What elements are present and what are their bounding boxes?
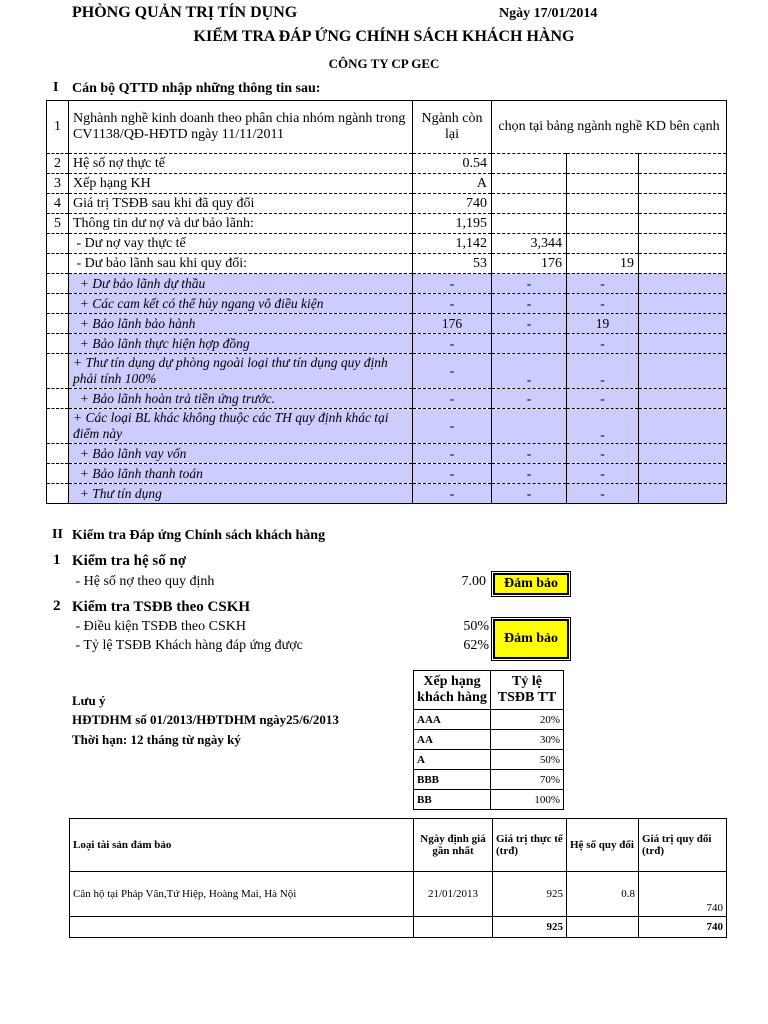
ratio-cell: 100% bbox=[491, 790, 564, 810]
collateral-table bbox=[69, 818, 727, 938]
ratio-header-line-2: TSĐB TT bbox=[497, 690, 557, 705]
row-number bbox=[47, 294, 69, 314]
total-converted-value: 740 bbox=[639, 917, 727, 938]
empty-cell bbox=[639, 314, 727, 334]
asset-name: Căn hộ tại Pháp Vân,Tứ Hiệp, Hoàng Mai, Hà Nội bbox=[70, 872, 414, 917]
row-label: + Bảo lãnh thanh toán bbox=[69, 464, 413, 484]
check-2-title: Kiểm tra TSĐB theo CSKH bbox=[72, 599, 251, 615]
value-cell[interactable]: 53 bbox=[413, 254, 492, 274]
valuation-date: 21/01/2013 bbox=[414, 872, 493, 917]
table-row bbox=[47, 274, 727, 294]
empty-cell bbox=[639, 274, 727, 294]
table-row bbox=[47, 234, 727, 254]
industry-value[interactable]: Ngành còn lại bbox=[413, 101, 492, 154]
table-row bbox=[47, 354, 727, 389]
value-cell[interactable]: - bbox=[567, 354, 639, 389]
ratio-cell: 30% bbox=[491, 730, 564, 750]
input-info-table bbox=[46, 100, 727, 504]
table-row bbox=[47, 154, 727, 174]
row-label: - Dư nợ vay thực tế bbox=[69, 234, 413, 254]
value-cell[interactable]: - bbox=[567, 484, 639, 504]
table-row bbox=[47, 334, 727, 354]
empty-cell bbox=[639, 174, 727, 194]
actual-value: 925 bbox=[493, 872, 567, 917]
row-number bbox=[47, 274, 69, 294]
check-1-number: 1 bbox=[53, 552, 61, 568]
value-cell[interactable] bbox=[567, 174, 639, 194]
value-cell[interactable]: - bbox=[413, 484, 492, 504]
debt-ratio-value: 7.00 bbox=[461, 574, 486, 589]
ratio-cell: 20% bbox=[491, 710, 564, 730]
converted-value-header: Giá trị quy đổi (trđ) bbox=[639, 819, 727, 872]
ratio-header bbox=[491, 671, 564, 710]
row-number bbox=[47, 334, 69, 354]
rating-cell: BB bbox=[414, 790, 491, 810]
table-row bbox=[47, 409, 727, 444]
row-label: Hệ số nợ thực tế bbox=[69, 154, 413, 174]
row-label: - Dư bảo lãnh sau khi quy đổi: bbox=[69, 254, 413, 274]
value-cell[interactable]: - bbox=[492, 294, 567, 314]
value-cell[interactable]: A bbox=[413, 174, 492, 194]
converted-value: 740 bbox=[639, 872, 727, 917]
value-cell[interactable]: 740 bbox=[413, 194, 492, 214]
empty-cell bbox=[639, 154, 727, 174]
value-cell[interactable]: - bbox=[492, 389, 567, 409]
value-cell[interactable]: - bbox=[567, 389, 639, 409]
row-number bbox=[47, 484, 69, 504]
value-cell[interactable] bbox=[492, 174, 567, 194]
value-cell[interactable]: - bbox=[492, 444, 567, 464]
table-row bbox=[414, 730, 564, 750]
ratio-header-line-1: Tỷ lệ bbox=[512, 674, 542, 689]
note-title: Lưu ý bbox=[72, 693, 106, 708]
empty-cell bbox=[639, 334, 727, 354]
value-cell[interactable]: - bbox=[567, 444, 639, 464]
table-row bbox=[47, 294, 727, 314]
row-label: + Các cam kết có thể hủy ngang vô điều kiện bbox=[69, 294, 413, 314]
value-cell[interactable]: - bbox=[567, 294, 639, 314]
empty-cell bbox=[70, 917, 414, 938]
rating-header-line-2: khách hàng bbox=[417, 690, 487, 705]
ratio-cell: 50% bbox=[491, 750, 564, 770]
value-cell[interactable] bbox=[567, 194, 639, 214]
collateral-ratio-value: 62% bbox=[463, 638, 489, 653]
value-cell[interactable]: 1,142 bbox=[413, 234, 492, 254]
value-cell[interactable]: - bbox=[413, 274, 492, 294]
debt-ratio-label: - Hệ số nợ theo quy định bbox=[72, 574, 215, 589]
row-number: 5 bbox=[47, 214, 69, 234]
empty-cell bbox=[639, 354, 727, 389]
value-cell[interactable]: 176 bbox=[413, 314, 492, 334]
table-row bbox=[70, 819, 727, 872]
collateral-condition-label: - Điều kiện TSĐB theo CSKH bbox=[72, 619, 246, 634]
row-number: 2 bbox=[47, 154, 69, 174]
table-row bbox=[70, 872, 727, 917]
table-row bbox=[47, 174, 727, 194]
collateral-condition-value: 50% bbox=[463, 619, 489, 634]
value-cell[interactable]: - bbox=[567, 409, 639, 444]
section-1-number: I bbox=[53, 80, 59, 95]
row-number bbox=[47, 389, 69, 409]
table-row bbox=[414, 790, 564, 810]
value-cell[interactable]: - bbox=[492, 464, 567, 484]
check-2-number: 2 bbox=[53, 598, 61, 614]
rating-header bbox=[414, 671, 491, 710]
note-contract: HĐTDHM số 01/2013/HĐTDHM ngày25/6/2013 bbox=[72, 712, 339, 727]
report-date: Ngày 17/01/2014 bbox=[499, 6, 598, 21]
section-2-number: II bbox=[52, 527, 63, 542]
value-cell[interactable] bbox=[567, 154, 639, 174]
table-row bbox=[47, 464, 727, 484]
check-1-title: Kiểm tra hệ số nợ bbox=[72, 553, 187, 569]
row-number: 3 bbox=[47, 174, 69, 194]
conversion-factor-header: Hệ số quy đổi bbox=[567, 819, 639, 872]
industry-hint: chọn tại bảng ngành nghề KD bên cạnh bbox=[492, 101, 727, 154]
table-row bbox=[414, 750, 564, 770]
status-badge: Đảm bảo bbox=[493, 573, 569, 595]
table-row bbox=[47, 214, 727, 234]
value-cell[interactable]: - bbox=[413, 444, 492, 464]
company-name: CÔNG TY CP GEC bbox=[328, 56, 440, 71]
value-cell[interactable]: - bbox=[492, 484, 567, 504]
row-number: 1 bbox=[47, 101, 69, 154]
value-cell[interactable]: - bbox=[413, 354, 492, 389]
value-cell[interactable]: - bbox=[413, 409, 492, 444]
row-label: Xếp hạng KH bbox=[69, 174, 413, 194]
value-cell[interactable]: 1,195 bbox=[413, 214, 492, 234]
empty-cell bbox=[639, 409, 727, 444]
value-cell[interactable]: - bbox=[413, 294, 492, 314]
row-label: + Bảo lãnh vay vốn bbox=[69, 444, 413, 464]
table-row bbox=[414, 671, 564, 710]
value-cell[interactable]: 3,344 bbox=[492, 234, 567, 254]
section-2-heading: Kiểm tra Đáp ứng Chính sách khách hàng bbox=[72, 528, 326, 543]
value-cell[interactable]: - bbox=[567, 274, 639, 294]
row-label: + Thư tín dụng bbox=[69, 484, 413, 504]
row-label: + Bảo lãnh hoàn trả tiền ứng trước. bbox=[69, 389, 413, 409]
row-label: Thông tin dư nợ và dư bảo lãnh: bbox=[69, 214, 413, 234]
value-cell[interactable]: - bbox=[492, 354, 567, 389]
actual-value-header: Giá trị thực tế (trđ) bbox=[493, 819, 567, 872]
empty-cell bbox=[639, 389, 727, 409]
empty-cell bbox=[414, 917, 493, 938]
empty-cell bbox=[567, 917, 639, 938]
value-cell[interactable] bbox=[567, 214, 639, 234]
rating-cell: AA bbox=[414, 730, 491, 750]
value-cell[interactable] bbox=[567, 234, 639, 254]
table-row bbox=[47, 314, 727, 334]
table-row bbox=[47, 254, 727, 274]
table-row bbox=[47, 101, 727, 154]
note-term: Thời hạn: 12 tháng từ ngày ký bbox=[72, 732, 241, 747]
row-number: 4 bbox=[47, 194, 69, 214]
row-label: + Thư tín dụng dự phòng ngoài loại thư tín dụng quy định phải tính 100% bbox=[69, 354, 413, 389]
value-cell[interactable]: - bbox=[492, 314, 567, 334]
value-cell[interactable]: 19 bbox=[567, 314, 639, 334]
empty-cell bbox=[639, 484, 727, 504]
conversion-factor: 0.8 bbox=[567, 872, 639, 917]
value-cell[interactable] bbox=[492, 194, 567, 214]
section-1-heading: Cán bộ QTTD nhập những thông tin sau: bbox=[72, 81, 321, 96]
value-cell[interactable] bbox=[492, 214, 567, 234]
value-cell[interactable]: - bbox=[567, 464, 639, 484]
value-cell[interactable]: - bbox=[413, 389, 492, 409]
value-cell[interactable]: 19 bbox=[567, 254, 639, 274]
row-label: + Các loại BL khác không thuộc các TH quy định khác tại điểm này bbox=[69, 409, 413, 444]
empty-cell bbox=[639, 234, 727, 254]
empty-cell bbox=[639, 294, 727, 314]
total-actual-value: 925 bbox=[493, 917, 567, 938]
value-cell[interactable]: 0.54 bbox=[413, 154, 492, 174]
value-cell[interactable]: - bbox=[413, 464, 492, 484]
value-cell[interactable]: - bbox=[492, 274, 567, 294]
valuation-date-header: Ngày định giá gần nhất bbox=[414, 819, 493, 872]
row-number bbox=[47, 409, 69, 444]
value-cell[interactable]: - bbox=[413, 334, 492, 354]
table-row bbox=[414, 710, 564, 730]
empty-cell bbox=[639, 254, 727, 274]
value-cell[interactable]: - bbox=[567, 334, 639, 354]
row-label: Giá trị TSĐB sau khi đã quy đổi bbox=[69, 194, 413, 214]
empty-cell bbox=[639, 194, 727, 214]
row-number bbox=[47, 444, 69, 464]
ratio-cell: 70% bbox=[491, 770, 564, 790]
row-label: + Bảo lãnh bảo hành bbox=[69, 314, 413, 334]
table-row bbox=[414, 770, 564, 790]
row-number bbox=[47, 354, 69, 389]
rating-table bbox=[413, 670, 564, 810]
page-title: KIỂM TRA ĐÁP ỨNG CHÍNH SÁCH KHÁCH HÀNG bbox=[193, 28, 575, 45]
collateral-ratio-label: - Tỷ lệ TSĐB Khách hàng đáp ứng được bbox=[72, 638, 303, 653]
row-number bbox=[47, 254, 69, 274]
table-row bbox=[47, 444, 727, 464]
row-number bbox=[47, 314, 69, 334]
value-cell[interactable] bbox=[492, 409, 567, 444]
value-cell[interactable] bbox=[492, 334, 567, 354]
table-row bbox=[47, 389, 727, 409]
department-name: PHÒNG QUẢN TRỊ TÍN DỤNG bbox=[72, 4, 298, 21]
row-label: + Dư bảo lãnh dự thầu bbox=[69, 274, 413, 294]
rating-cell: A bbox=[414, 750, 491, 770]
empty-cell bbox=[639, 444, 727, 464]
status-badge: Đảm bảo bbox=[493, 619, 569, 659]
row-label: + Bảo lãnh thực hiện hợp đồng bbox=[69, 334, 413, 354]
asset-type-header: Loại tài sản đảm bảo bbox=[70, 819, 414, 872]
value-cell[interactable]: 176 bbox=[492, 254, 567, 274]
row-number bbox=[47, 464, 69, 484]
row-label: Nghành nghề kinh doanh theo phân chia nhóm ngành trong CV1138/QĐ-HĐTD ngày 11/11/2011 bbox=[69, 101, 413, 154]
row-number bbox=[47, 234, 69, 254]
rating-cell: AAA bbox=[414, 710, 491, 730]
empty-cell bbox=[639, 464, 727, 484]
rating-cell: BBB bbox=[414, 770, 491, 790]
table-row bbox=[47, 194, 727, 214]
empty-cell bbox=[639, 214, 727, 234]
value-cell[interactable] bbox=[492, 154, 567, 174]
rating-header-line-1: Xếp hạng bbox=[423, 674, 481, 689]
table-row bbox=[70, 917, 727, 938]
table-row bbox=[47, 484, 727, 504]
